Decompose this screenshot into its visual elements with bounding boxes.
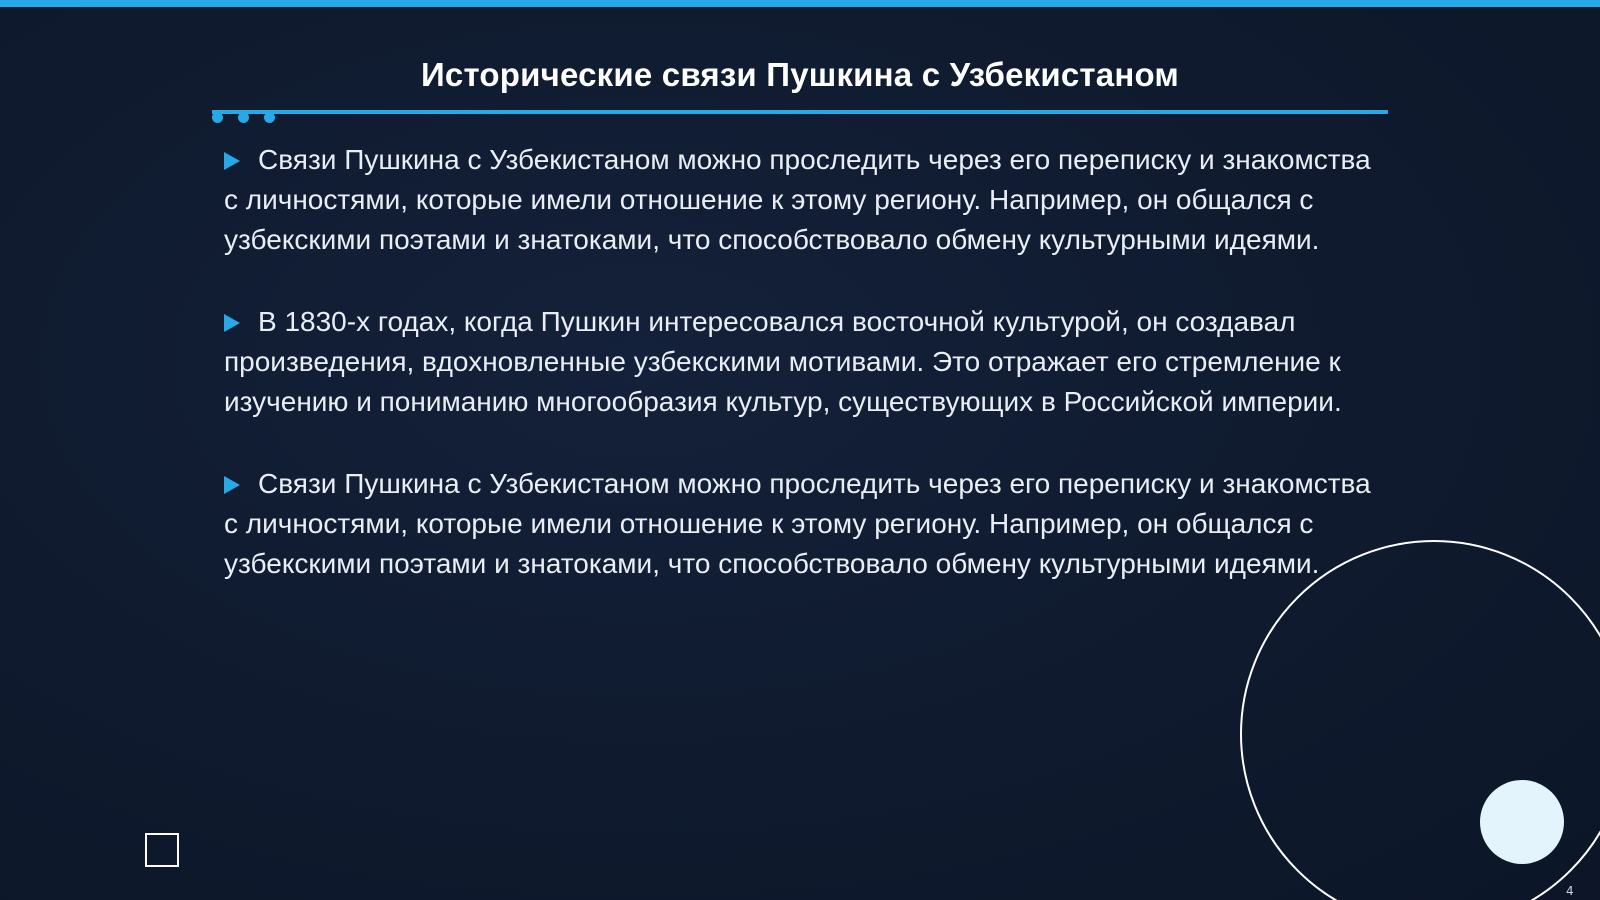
triangle-right-icon [224, 314, 240, 332]
top-accent-bar [0, 0, 1600, 7]
decorative-square [145, 833, 179, 867]
bullet-paragraph [224, 140, 1374, 260]
page-number: 4 [1566, 884, 1574, 898]
bullet-paragraph [224, 302, 1374, 422]
paragraph-text: Связи Пушкина с Узбекистаном можно проследить через его переписку и знакомства с личностями, которые имели отношение к этому региону. Например, он общался с узбекскими поэтами и знатоками, что способствовало обмену культурными идеями. [224, 144, 1371, 255]
slide-title: Исторические связи Пушкина с Узбекистаном [421, 56, 1179, 93]
triangle-right-icon [224, 152, 240, 170]
decorative-circle [1480, 780, 1564, 864]
dot-icon [264, 112, 275, 123]
dot-icon [212, 112, 223, 123]
slide-body [224, 140, 1374, 626]
title-underline [212, 110, 1388, 114]
paragraph-text: Связи Пушкина с Узбекистаном можно проследить через его переписку и знакомства с личностями, которые имели отношение к этому региону. Например, он общался с узбекскими поэтами и знатоками, что способствовало обмену культурными идеями. [224, 468, 1371, 579]
paragraph-text: В 1830-х годах, когда Пушкин интересовался восточной культурой, он создавал произведения, вдохновленные узбекскими мотивами. Это отражает его стремление к изучению и пониманию многообразия культур, существующих в Российской империи. [224, 306, 1342, 417]
triangle-right-icon [224, 476, 240, 494]
dot-icon [238, 112, 249, 123]
bullet-paragraph [224, 464, 1374, 584]
